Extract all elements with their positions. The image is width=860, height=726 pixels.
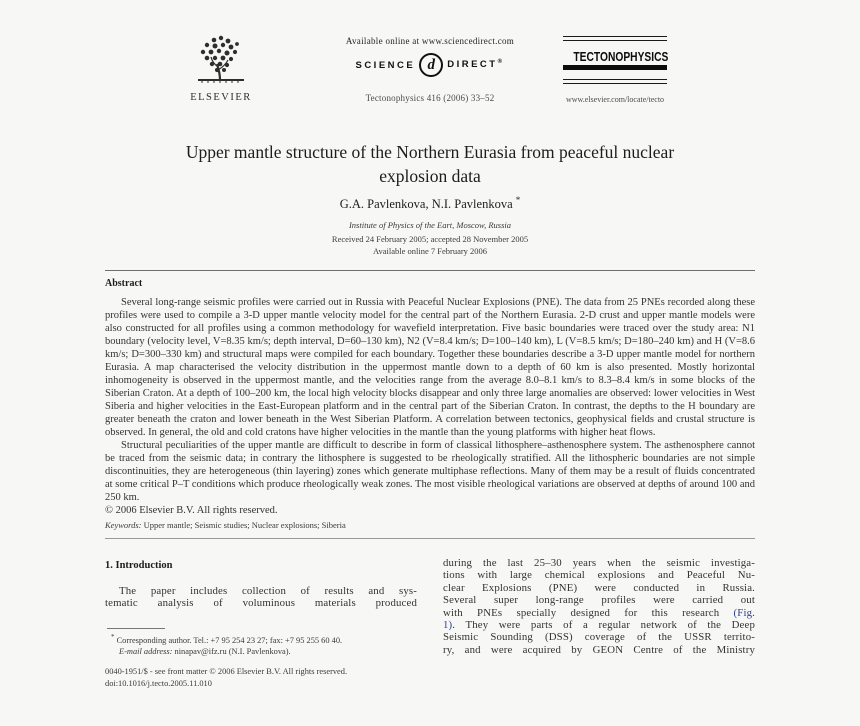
header-center [280, 36, 580, 103]
footnote-rule [107, 628, 165, 629]
intro-heading: 1. Introduction [105, 560, 173, 571]
text-line: clear Explosions (PNE) were conducted in Russia. [443, 581, 755, 594]
intro-right-text [443, 557, 755, 656]
text-line: The paper includes collection of results and sys- [119, 585, 417, 597]
right-column [443, 554, 755, 690]
text-line: with PNEs specially designed for this research (Fig. [443, 606, 755, 619]
text-line: 1). They were parts of a regular network of the Deep [443, 619, 755, 632]
journal-masthead [563, 36, 667, 104]
elsevier-tree-icon [190, 34, 252, 86]
available-online-note: Available online at www.sciencedirect.com [345, 36, 515, 46]
abstract-top-rule [105, 270, 755, 271]
footnote-corresponding: * Corresponding author. Tel.: +7 95 254 23 27; fax: +7 95 255 60 40. [111, 633, 343, 645]
journal-citation: Tectonophysics 416 (2006) 33–52 [365, 93, 495, 103]
available-online-line: Available online 7 February 2006 [372, 246, 488, 256]
text-line: Several super long-range profiles were carried out [443, 594, 755, 607]
email-label: E-mail address: [119, 647, 173, 656]
registered-mark: ® [497, 59, 505, 66]
journal-url: www.elsevier.com/locate/tecto [565, 95, 665, 104]
received-line: Received 24 February 2005; accepted 28 November 2005 [331, 234, 529, 244]
intro-left-text [105, 585, 417, 610]
fig1-link[interactable]: (Fig. [733, 606, 755, 619]
column-spacer [105, 610, 417, 628]
text-line: ry, and were acquired by GEON Centre of the Ministry [443, 643, 755, 656]
keywords-text: Upper mantle; Seismic studies; Nuclear explosions; Siberia [141, 520, 346, 530]
email-text: ninapav@ifz.ru (N.I. Pavlenkova). [172, 647, 291, 656]
sciencedirect-d-icon: d [419, 53, 443, 77]
text-line: during the last 25–30 years when the seismic investiga- [443, 557, 755, 569]
abstract-heading: Abstract [105, 278, 143, 289]
sciencedirect-science-text: SCIENCE [355, 59, 416, 71]
doi-line: doi:10.1016/j.tecto.2005.11.010 [105, 679, 212, 688]
issn-line: 0040-1951/$ - see front matter © 2006 Elsevier B.V. All rights reserved. [105, 667, 348, 676]
elsevier-logo [185, 34, 257, 103]
footnote-email [119, 646, 417, 657]
text-line: Seismic Sounding (DSS) coverage of the USSR territo- [443, 631, 755, 644]
legal-block [105, 666, 417, 690]
masthead-bar [563, 65, 667, 70]
left-column [105, 554, 417, 690]
page-content [105, 0, 755, 726]
text-line: tions with large chemical explosions and Peaceful Nu- [443, 569, 755, 582]
title-block [105, 140, 755, 188]
footnote-block [105, 632, 417, 657]
masthead-bottom-rule [563, 79, 667, 84]
sciencedirect-direct-text: DIRECT® [447, 59, 505, 71]
fig1-link[interactable]: 1) [443, 619, 453, 632]
dates-block [105, 233, 755, 257]
masthead-top-rule [563, 36, 667, 41]
abstract-paragraph-2: Structural peculiarities of the upper mantle are difficult to describe in form of classical lithosphere–asthenosphere system. The asthenosphere cannot be traced from the seismic data; in contrary the lithosphere is suggested to be rheologically stratified. All the lithospheric boundaries are not simple discontinuities, they are heterogeneous (thin layering) zones which generate multiphase reflections. Many of them may be a result of fluids concentrated at some critical P–T conditions which produce rheologically weak zones. The most visible rheological variations are observed at depths of around 100 and 250 km. [105, 440, 755, 503]
keywords-label: Keywords: [105, 520, 142, 530]
two-column-body [105, 554, 755, 690]
author-names: G.A. Pavlenkova, N.I. Pavlenkova [339, 197, 513, 212]
footnote-asterisk: * [111, 633, 115, 642]
keywords-bottom-rule [105, 538, 755, 539]
keywords-line [105, 520, 755, 530]
affiliation-line: Institute of Physics of the Eart, Moscow, Russia [348, 220, 512, 230]
elsevier-logo-label: ELSEVIER [190, 92, 252, 103]
text-line: tematic analysis of voluminous materials produced [105, 597, 417, 610]
abstract-body [105, 296, 755, 517]
corresponding-author-mark: * [515, 195, 521, 205]
journal-name: TECTONOPHYSICS [573, 50, 669, 64]
sciencedirect-logo [280, 53, 580, 77]
copyright-line: © 2006 Elsevier B.V. All rights reserved. [105, 505, 278, 516]
abstract-paragraph-1: Several long-range seismic profiles were carried out in Russia with Peaceful Nuclear Explosions (PNE). The data from 25 PNEs recorded along these profiles were used to compile a 3-D upper mantle velocity model for the central part of the Northern Eurasia. 2-D crust and upper mantle models were also constructed for all profiles using a common methodology for wavefield interpretation. Five basic boundaries were traced over the study area: N1 boundary (velocity level, V=8.35 km/s; depth interval, D=60–130 km), N2 (V=8.4 km/s; D=100–140 km), L (V=8.5 km/s; D=180–240 km) and H (V=8.6 km/s; D=300–330 km) and structural maps were compiled for each boundary. Together these boundaries describe a 3-D upper mantle model for northern Eurasia. A map characterised the velocity distribution in the uppermost mantle down to a depth of 60 km is also presented. Mostly horizontal inhomogeneity is observed in the uppermost mantle, and the velocities range from the average 8.0–8.1 km/s to 8.3–8.4 km/s in some blocks of the Siberian Craton. At a depth of 100–200 km, the local high velocity blocks disappear and only three large anomalies are observed: lower velocities in West Siberia and higher velocities in the East-European platform and in the central part of the Siberian Craton. In contrast, the depths to the H boundary are greater beneath the craton and lower beneath in the West Siberian Platform. A correlation between tectonics, geophysical fields and crustal structure is observed. In general, the old and cold cratons have higher velocities in the mantle than the young platforms with higher heat flows. [105, 297, 755, 438]
authors-line [105, 195, 755, 212]
article-title: Upper mantle structure of the Northern Eurasia from peaceful nuclear explosion data [185, 142, 675, 186]
